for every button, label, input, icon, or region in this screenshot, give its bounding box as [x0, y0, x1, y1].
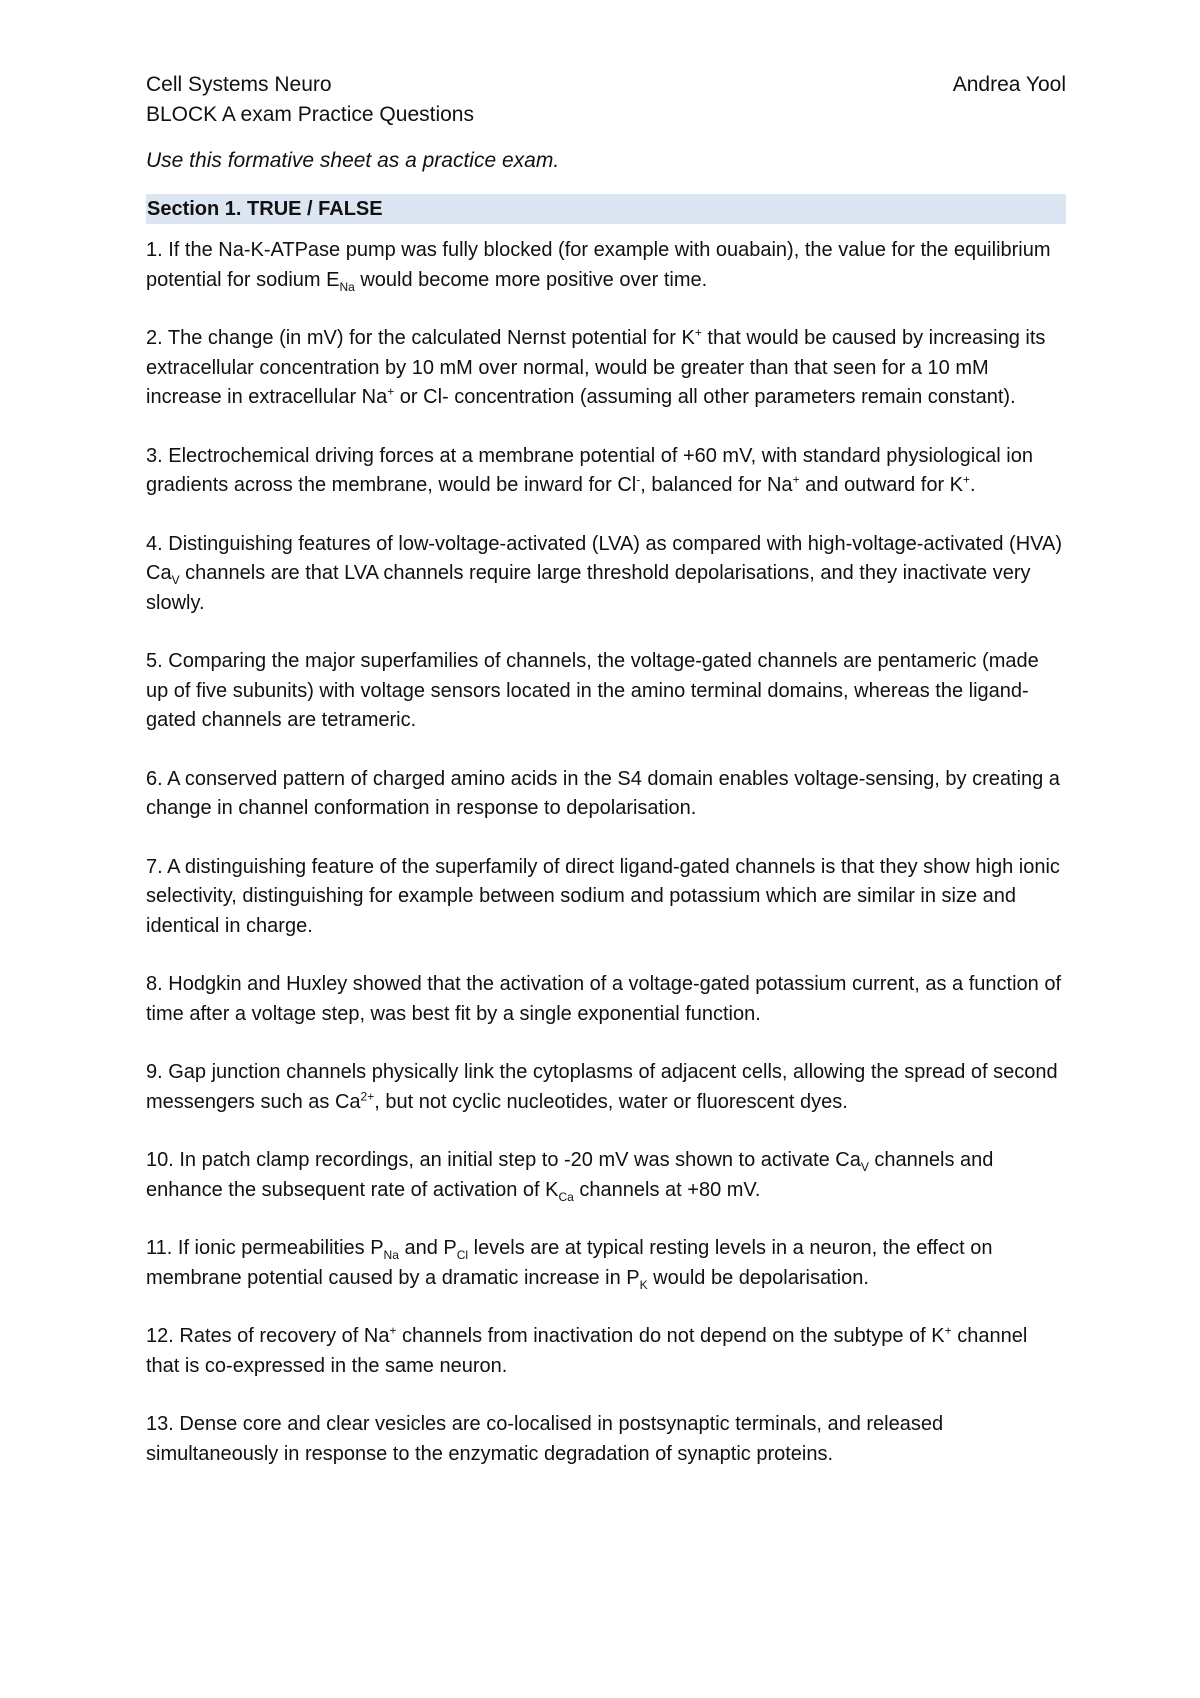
question-number: 10. — [146, 1149, 174, 1171]
question-10: 10. In patch clamp recordings, an initial step to -20 mV was shown to activate $Ca_V$ channels and enhance the subsequent rate of activation of $K_{Ca}$ channels at +80 mV. — [146, 1149, 994, 1204]
course-name: Cell Systems Neuro — [146, 73, 332, 96]
question-11: 11. If ionic permeabilities $P_{Na}$ and $P_{Cl}$ levels are at typical resting levels in a neuron, the effect on membrane potential caused by a dramatic increase in $P_K$ would be depolarisation. — [146, 1237, 993, 1292]
document-header — [146, 70, 1066, 100]
question-number: 3. — [146, 444, 163, 467]
question-9: 9. Gap junction channels physically link the cytoplasms of adjacent cells, allowing the spread of second messengers such as $Ca^{2+}$, but not cyclic nucleotides, water or fluorescent dyes. — [146, 1061, 1058, 1113]
question-3: 3. Electrochemical driving forces at a membrane potential of +60 mV, with standard physiological ion gradients across the membrane, would be inward for Cl-, balanced for Na+ and outward for K+. — [146, 444, 1033, 496]
question-number: 7. — [146, 855, 163, 878]
section-heading: Section 1. TRUE / FALSE — [146, 194, 1066, 224]
question-8: 8. Hodgkin and Huxley showed that the activation of a voltage-gated potassium current, as a function of time after a voltage step, was best fit by a single exponential function. — [146, 973, 1062, 1025]
question-number: 9. — [146, 1061, 163, 1083]
question-list — [146, 236, 1066, 1469]
question-12: 12. Rates of recovery of Na+ channels from inactivation do not depend on the subtype of K+ channel that is co-expressed in the same neuron. — [146, 1323, 1028, 1377]
document-subtitle: BLOCK A exam Practice Questions — [146, 103, 474, 126]
document-page — [146, 70, 1066, 1498]
question-number: 12. — [146, 1325, 174, 1347]
question-number: 13. — [146, 1413, 174, 1435]
author-name: Andrea Yool — [952, 73, 1066, 96]
intro-text: Use this formative sheet as a practice exam. — [146, 149, 560, 172]
question-number: 6. — [146, 767, 163, 790]
question-7: 7. A distinguishing feature of the superfamily of direct ligand-gated channels is that they show high ionic selectivity, distinguishing for example between sodium and potassium which are similar in size and identical in charge. — [146, 855, 1060, 937]
question-number: 4. — [146, 532, 163, 555]
question-number: 5. — [146, 650, 163, 672]
question-2: 2. The change (in mV) for the calculated Nernst potential for K+ that would be caused by increasing its extracellular concentration by 10 mM over normal, would be greater than that seen for a 10 mM increase in extracellular Na+ or Cl- concentration (assuming all other parameters remain constant). — [146, 325, 1046, 408]
question-number: 8. — [146, 973, 163, 995]
question-4: 4. Distinguishing features of low-voltage-activated (LVA) as compared with high-voltage-activated (HVA) $Ca_V$ channels are that LVA channels require large threshold depolarisations, and they inactivate very slowly. — [146, 532, 1062, 614]
question-13: 13. Dense core and clear vesicles are co-localised in postsynaptic terminals, and released simultaneously in response to the enzymatic degradation of synaptic proteins. — [146, 1413, 944, 1465]
question-5: 5. Comparing the major superfamilies of channels, the voltage-gated channels are pentameric (made up of five subunits) with voltage sensors located in the amino terminal domains, whereas the ligand-gated channels are tetrameric. — [146, 650, 1039, 731]
question-number: 11. — [146, 1237, 173, 1259]
question-number: 1. — [146, 239, 163, 261]
question-number: 2. — [146, 327, 163, 349]
question-1: 1. If the Na-K-ATPase pump was fully blocked (for example with ouabain), the value for the equilibrium potential for sodium $E_{Na}$ would become more positive over time. — [146, 239, 1051, 294]
question-6: 6. A conserved pattern of charged amino acids in the S4 domain enables voltage-sensing, by creating a change in channel conformation in response to depolarisation. — [146, 767, 1060, 819]
